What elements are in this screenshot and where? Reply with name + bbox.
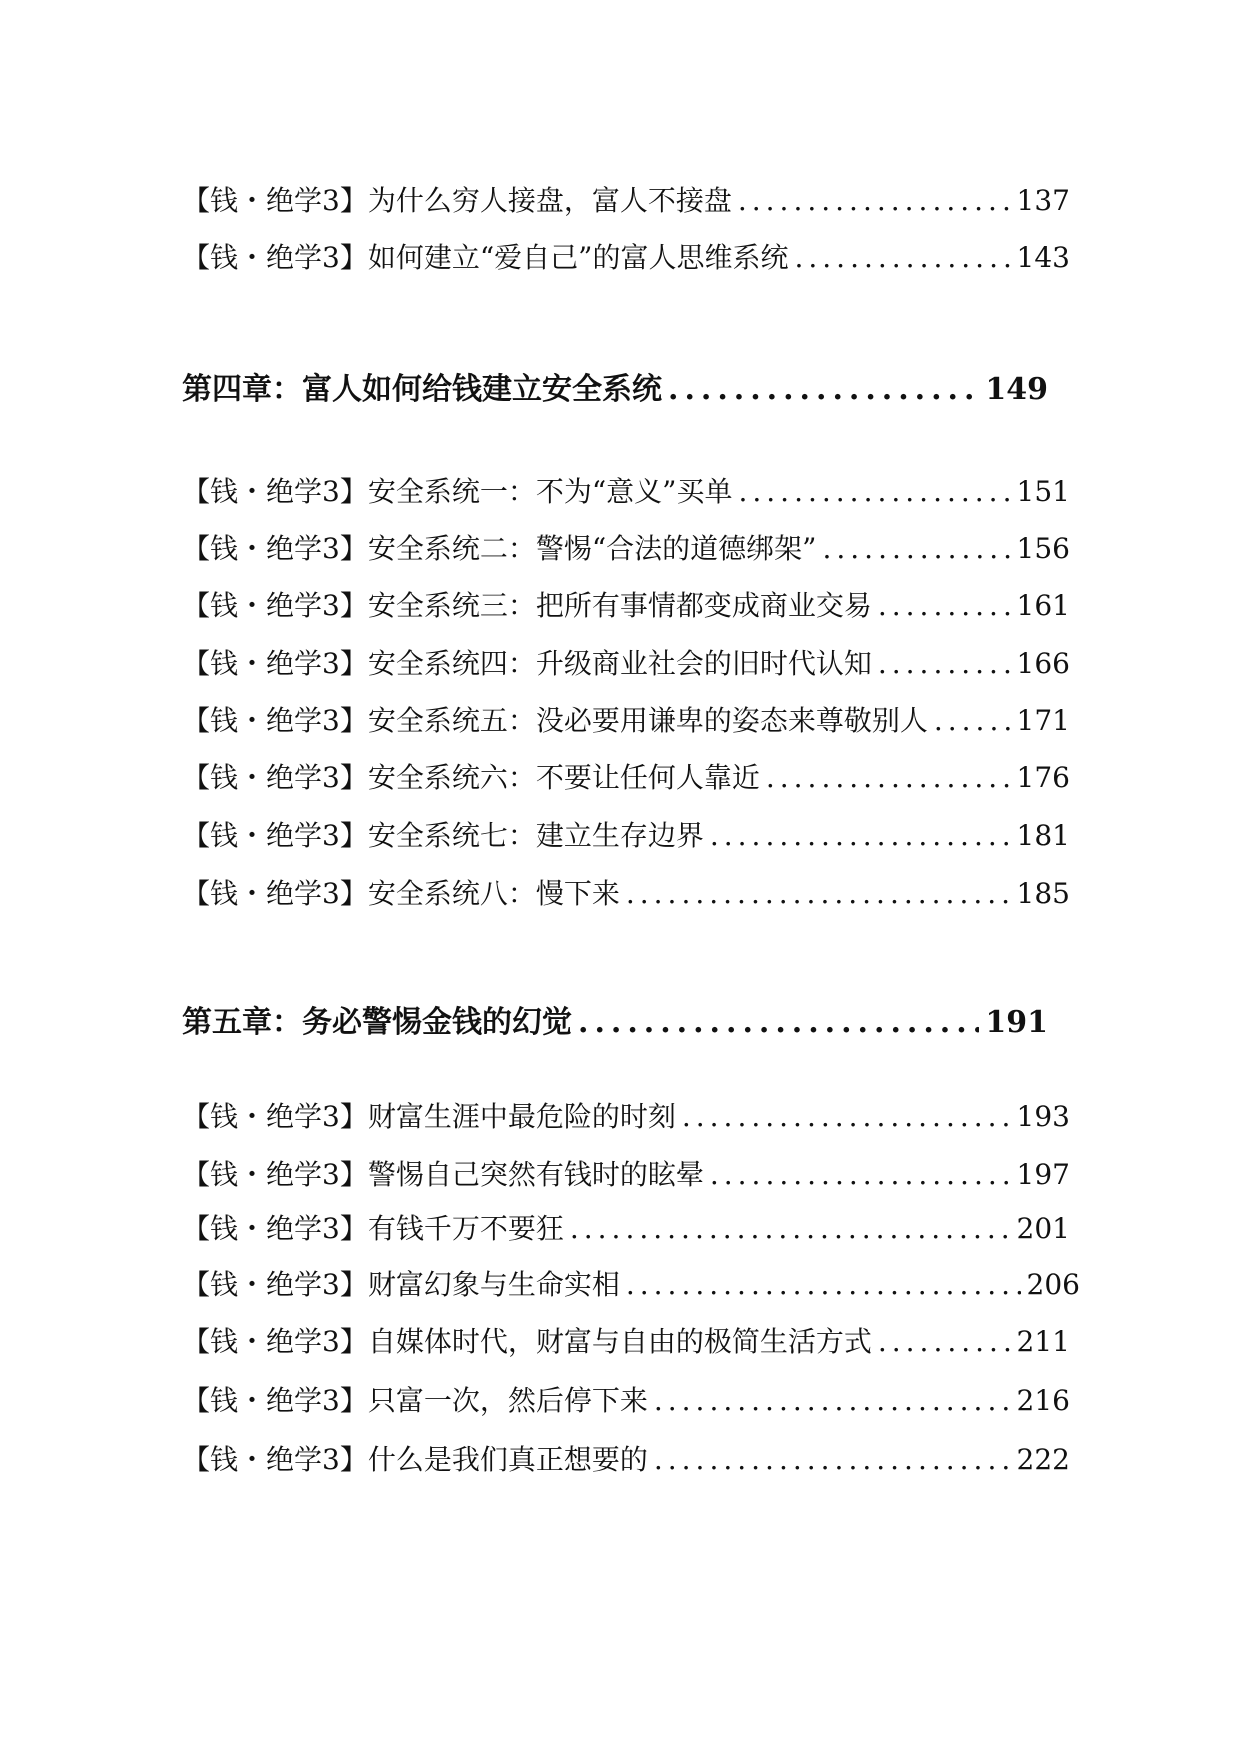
toc-entry-title: 【钱・绝学3】安全系统八：慢下来 bbox=[182, 877, 620, 910]
chapter-title: 第五章：务必警惕金钱的幻觉 bbox=[182, 1005, 572, 1040]
chapter-heading[interactable] bbox=[182, 372, 1048, 408]
toc-entry-page: 181 bbox=[1016, 819, 1070, 852]
toc-entry[interactable] bbox=[182, 703, 1070, 739]
dot-leader bbox=[934, 703, 1011, 739]
toc-entry-page: 222 bbox=[1016, 1443, 1070, 1476]
dot-leader bbox=[878, 646, 1011, 682]
toc-entry[interactable] bbox=[182, 1267, 1080, 1303]
toc-entry-title: 【钱・绝学3】安全系统二：警惕“合法的道德绑架” bbox=[182, 532, 817, 565]
toc-entry-page: 193 bbox=[1016, 1100, 1070, 1133]
toc-entry-title: 【钱・绝学3】财富生涯中最危险的时刻 bbox=[182, 1100, 676, 1133]
toc-entry[interactable] bbox=[182, 1324, 1070, 1360]
toc-entry-page: 166 bbox=[1016, 647, 1070, 680]
toc-entry-page: 197 bbox=[1016, 1158, 1070, 1191]
toc-entry-page: 143 bbox=[1016, 241, 1070, 274]
chapter-page: 191 bbox=[985, 1005, 1048, 1040]
dot-leader bbox=[626, 1267, 1021, 1303]
dot-leader bbox=[878, 588, 1011, 624]
toc-entry[interactable] bbox=[182, 1099, 1070, 1135]
dot-leader bbox=[654, 1442, 1011, 1478]
toc-entry-title: 【钱・绝学3】警惕自己突然有钱时的眩晕 bbox=[182, 1158, 704, 1191]
toc-entry-title: 【钱・绝学3】安全系统三：把所有事情都变成商业交易 bbox=[182, 589, 872, 622]
toc-entry-page: 161 bbox=[1016, 589, 1070, 622]
dot-leader bbox=[710, 1157, 1011, 1193]
chapter-heading[interactable] bbox=[182, 1005, 1048, 1041]
toc-entry[interactable] bbox=[182, 646, 1070, 682]
chapter-title: 第四章：富人如何给钱建立安全系统 bbox=[182, 372, 662, 407]
dot-leader bbox=[654, 1383, 1011, 1419]
toc-entry-title: 【钱・绝学3】什么是我们真正想要的 bbox=[182, 1443, 648, 1476]
toc-entry-page: 201 bbox=[1016, 1212, 1070, 1245]
toc-entry-page: 185 bbox=[1016, 877, 1070, 910]
toc-entry-title: 【钱・绝学3】财富幻象与生命实相 bbox=[182, 1268, 620, 1301]
toc-entry-title: 【钱・绝学3】自媒体时代，财富与自由的极简生活方式 bbox=[182, 1325, 872, 1358]
toc-entry-page: 211 bbox=[1016, 1325, 1070, 1358]
dot-leader bbox=[738, 474, 1010, 510]
toc-entry-title: 【钱・绝学3】安全系统四：升级商业社会的旧时代认知 bbox=[182, 647, 872, 680]
dot-leader bbox=[710, 818, 1011, 854]
toc-entry-title: 【钱・绝学3】如何建立“爱自己”的富人思维系统 bbox=[182, 241, 789, 274]
dot-leader bbox=[570, 1211, 1011, 1247]
toc-entry[interactable] bbox=[182, 1157, 1070, 1193]
toc-entry[interactable] bbox=[182, 1383, 1070, 1419]
toc-entry[interactable] bbox=[182, 1442, 1070, 1478]
toc-entry-title: 【钱・绝学3】安全系统一：不为“意义”买单 bbox=[182, 475, 733, 508]
toc-entry-title: 【钱・绝学3】有钱千万不要狂 bbox=[182, 1212, 564, 1245]
toc-entry-title: 【钱・绝学3】只富一次，然后停下来 bbox=[182, 1384, 648, 1417]
dot-leader bbox=[878, 1324, 1011, 1360]
toc-entry-page: 171 bbox=[1016, 704, 1070, 737]
chapter-page: 149 bbox=[985, 372, 1048, 407]
toc-entry-page: 151 bbox=[1016, 475, 1070, 508]
toc-entry-title: 【钱・绝学3】安全系统六：不要让任何人靠近 bbox=[182, 761, 760, 794]
toc-entry-title: 【钱・绝学3】安全系统七：建立生存边界 bbox=[182, 819, 704, 852]
toc-entry[interactable] bbox=[182, 474, 1070, 510]
toc-entry-page: 176 bbox=[1016, 761, 1070, 794]
toc-entry[interactable] bbox=[182, 1211, 1070, 1247]
toc-entry[interactable] bbox=[182, 183, 1070, 219]
dot-leader bbox=[578, 1005, 979, 1041]
toc-entry[interactable] bbox=[182, 760, 1070, 796]
dot-leader bbox=[626, 876, 1011, 912]
toc-entry[interactable] bbox=[182, 531, 1070, 567]
toc-entry-page: 206 bbox=[1026, 1268, 1080, 1301]
toc-entry[interactable] bbox=[182, 588, 1070, 624]
toc-entry[interactable] bbox=[182, 876, 1070, 912]
toc-entry-page: 156 bbox=[1016, 532, 1070, 565]
toc-entry-title: 【钱・绝学3】安全系统五：没必要用谦卑的姿态来尊敬别人 bbox=[182, 704, 928, 737]
toc-entry[interactable] bbox=[182, 240, 1070, 276]
dot-leader bbox=[682, 1099, 1011, 1135]
dot-leader bbox=[822, 531, 1010, 567]
dot-leader bbox=[794, 240, 1010, 276]
dot-leader bbox=[766, 760, 1011, 796]
dot-leader bbox=[738, 183, 1011, 219]
toc-entry-title: 【钱・绝学3】为什么穷人接盘，富人不接盘 bbox=[182, 184, 732, 217]
dot-leader bbox=[668, 372, 979, 408]
toc-entry[interactable] bbox=[182, 818, 1070, 854]
toc-entry-page: 216 bbox=[1016, 1384, 1070, 1417]
toc-entry-page: 137 bbox=[1016, 184, 1070, 217]
